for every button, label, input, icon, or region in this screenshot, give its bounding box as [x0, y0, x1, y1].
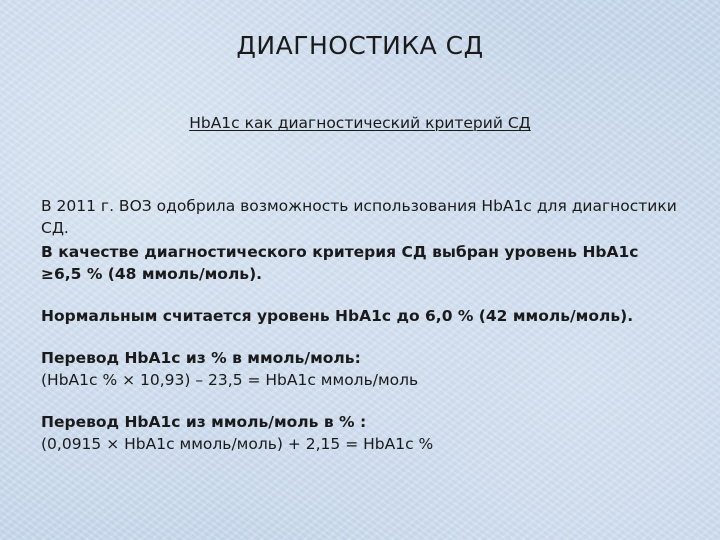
conversion-formula: (0,0915 × HbA1c ммоль/моль) + 2,15 = HbA1c %: [41, 435, 434, 453]
conversion-mmol-to-percent: [41, 411, 681, 455]
conversion-formula: (HbA1c % × 10,93) – 23,5 = HbA1c ммоль/моль: [41, 371, 419, 389]
conversion-heading: Перевод HbA1c из ммоль/моль в % :: [41, 413, 367, 431]
paragraph-who-2011: В 2011 г. ВОЗ одобрила возможность использования HbA1c для диагностики СД.: [41, 197, 677, 237]
conversion-percent-to-mmol: [41, 347, 681, 391]
slide-subtitle: [0, 114, 720, 132]
slide-title: ДИАГНОСТИКА СД: [236, 31, 484, 60]
subtitle-text: HbA1c как диагностический критерий СД: [189, 114, 531, 132]
conversion-heading: Перевод HbA1c из % в ммоль/моль:: [41, 349, 361, 367]
paragraph-criterion: В качестве диагностического критерия СД выбран уровень HbA1c ≥6,5 % (48 ммоль/моль).: [41, 243, 639, 283]
paragraph-normal-level: Нормальным считается уровень HbA1c до 6,0 % (42 ммоль/моль).: [41, 307, 634, 325]
